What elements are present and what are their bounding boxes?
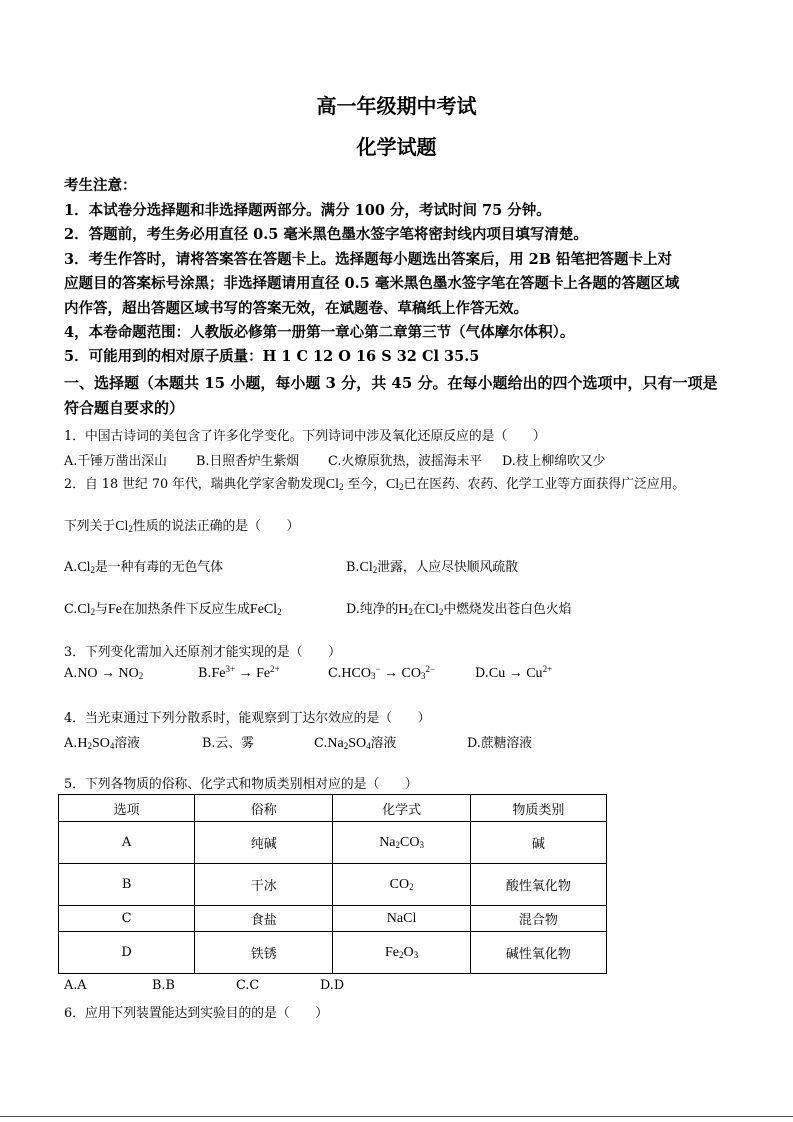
q2-option-c: $C.Cl_2$与Fe在加热条件下反应生成FeCl$_2$ [64, 602, 282, 617]
q1-option-a: A.千锤万凿出深山 [64, 454, 167, 469]
table-cell: C [59, 906, 195, 932]
q3-option-a: $A.NO \to NO_2$ [64, 666, 144, 681]
notice-item: 应题目的答案标号涂黑；非选择题请用直径 0.5 毫米黑色墨水签字笔在答题卡上各题的答题区域 [64, 275, 680, 292]
notice-item: 3．考生作答时，请将答案答在答题卡上。选择题每小题选出答案后，用 2B 铅笔把答题卡上对 [64, 251, 673, 268]
formula-h2: $H_2$ [398, 602, 413, 617]
page-subtitle: 化学试题 [356, 135, 437, 159]
notice-item: 4，本卷命题范围：人教版必修第一册第一章心第二章第三节（气体摩尔体积）。 [64, 324, 575, 341]
table-cell: A [59, 822, 195, 864]
q1-option-b: B.日照香炉生紫烟 [196, 454, 300, 469]
section-heading-cont: 符合题自要求的） [64, 399, 185, 417]
q4-option-d: D.蔗糖溶液 [467, 736, 533, 751]
table-row [59, 864, 607, 906]
q5-answer-c: C.C [236, 978, 260, 993]
page-bottom-divider [0, 1116, 793, 1117]
table-cell: 干冰 [195, 864, 333, 906]
q1-option-d: D.枝上柳绵吹又少 [502, 454, 606, 469]
q2-option-text: 泄露，人应尽快顺风疏散 [377, 560, 518, 575]
formula-na2co3: $Na_2CO_3$ [379, 834, 424, 850]
q2-stem-part: 已在医药、农药、化学工业等方面获得广泛应用。 [403, 477, 686, 492]
formula-h2so4: $H_2SO_4$ [77, 736, 115, 751]
notice-item: 1．本试卷分选择题和非选择题两部分。满分 100 分，考试时间 75 分钟。 [64, 202, 551, 219]
table-row [59, 906, 607, 932]
formula-cl2: $Cl_2$ [115, 519, 133, 534]
table-header-cell: 化学式 [333, 795, 470, 822]
table-cell: 酸性氧化物 [470, 864, 606, 906]
q2-substem [64, 515, 299, 535]
q4-option-text: 溶液 [114, 736, 140, 751]
q2-stem-part: 2．自 18 世纪 70 年代，瑞典化学家舍勒发现 [64, 477, 326, 492]
formula-fe2o3: $Fe_2O_3$ [385, 944, 419, 960]
q2-option-text: 中燃烧发出苍白色火焰 [443, 602, 572, 617]
q4-option-b: B.云、雾 [202, 736, 254, 751]
formula-fecl2: FeCl$_2$ [249, 602, 282, 617]
q2-option-text: 在 [412, 602, 426, 617]
q4-stem: 4．当光束通过下列分散系时，能观察到丁达尔效应的是（ ） [64, 711, 431, 726]
q2-option-d [346, 598, 571, 618]
formula-na2so4: $Na_2SO_4$ [327, 736, 371, 751]
q1-stem: 1．中国古诗词的美包含了许多化学变化。下列诗词中涉及氧化还原反应的是（ ） [64, 429, 546, 444]
q2-substem-part: 下列关于 [64, 519, 116, 534]
notice-item: 内作答，超出答题区域书写的答案无效，在斌题卷、草稿纸上作答无效。 [64, 300, 528, 317]
q2-option-text: 是一种有毒的无色气体 [95, 560, 224, 575]
formula-nacl: NaCl [386, 910, 417, 926]
table-cell: D [59, 932, 195, 974]
table-cell: 混合物 [470, 906, 606, 932]
table-row [59, 822, 607, 864]
q5-stem: 5．下列各物质的俗称、化学式和物质类别相对应的是（ ） [64, 777, 418, 792]
q3-option-c: $C.HCO_3^- \to CO_3^{2-}$ [328, 664, 436, 681]
formula-cl2: $Cl_2$ [359, 560, 378, 575]
q2-option-text: D.纯净的 [346, 602, 399, 617]
q2-option-text: 与 [95, 602, 108, 617]
notice-item: 5．可能用到的相对原子质量：H 1 C 12 O 16 S 32 Cl 35.5 [64, 348, 480, 365]
q5-table [58, 794, 607, 974]
section-heading: 一、选择题（本题共 15 小题，每小题 3 分，共 45 分。在每小题给出的四个选项中，只有一项是 [64, 374, 718, 392]
formula-co2: $CO_2$ [389, 876, 414, 892]
q4-option-c: $C.Na_2SO_4$溶液 [314, 736, 397, 751]
formula-hco3-to-co3: $HCO_3^- \to CO_3^{2-}$ [341, 664, 436, 681]
table-cell [333, 864, 470, 906]
q2-option-text: 在加热条件下反应生成 [121, 602, 250, 617]
table-cell: B [59, 864, 195, 906]
q5-answer-a: A.A [64, 978, 87, 993]
q3-stem: 3．下列变化需加入还原剂才能实现的是（ ） [64, 645, 341, 660]
formula-fe: Fe [107, 602, 122, 617]
table-cell: 铁锈 [195, 932, 333, 974]
table-header-cell: 俗称 [195, 795, 333, 822]
table-header-row [59, 795, 607, 822]
table-row [59, 932, 607, 974]
formula-cu-to-cu2: $Cu \to Cu^{2+}$ [488, 664, 553, 681]
formula-cl2: $Cl_2$ [425, 602, 444, 617]
q5-answer-d: D.D [320, 978, 345, 993]
notice-item: 2．答题前，考生务必用直径 0.5 毫米黑色墨水签字笔将密封线内项目填写清楚。 [64, 226, 588, 243]
q3-option-b: $B.Fe^{3+} \to Fe^{2+}$ [198, 664, 280, 681]
table-cell: 碱性氧化物 [470, 932, 606, 974]
table-cell [333, 932, 470, 974]
notice-heading: 考生注意： [64, 177, 137, 194]
q2-stem [64, 473, 685, 493]
formula-no-to-no2: NO → $NO_2$ [77, 666, 144, 681]
q6-stem: 6．应用下列装置能达到实验目的的是（ ） [64, 1006, 329, 1021]
formula-cl2: $Cl_2$ [385, 477, 404, 492]
table-cell [333, 822, 470, 864]
q2-stem-part: 至今， [347, 477, 386, 492]
q2-substem-part: 性质的说法正确的是（ ） [132, 519, 300, 534]
q2-option-b: $B.Cl_2$泄露，人应尽快顺风疏散 [346, 560, 518, 575]
table-cell: 食盐 [195, 906, 333, 932]
table-header-cell: 物质类别 [470, 795, 606, 822]
table-cell [333, 906, 470, 932]
q2-option-a: $A.Cl_2$是一种有毒的无色气体 [64, 560, 224, 575]
table-header-cell: 选项 [59, 795, 195, 822]
q5-answer-b: B.B [152, 978, 175, 993]
formula-fe3-to-fe2: $Fe^{3+} \to Fe^{2+}$ [211, 664, 280, 681]
q3-option-d: $D.Cu \to Cu^{2+}$ [475, 664, 553, 681]
formula-cl2: $Cl_2$ [77, 560, 96, 575]
q4-option-a: $A.H_2SO_4$溶液 [64, 736, 140, 751]
q4-option-text: 溶液 [370, 736, 397, 751]
q1-option-c: C.火燎原犹热，波摇海未平 [328, 454, 483, 469]
table-cell: 碱 [470, 822, 606, 864]
formula-cl2: $Cl_2$ [77, 602, 96, 617]
page-title: 高一年级期中考试 [316, 94, 477, 118]
table-cell: 纯碱 [195, 822, 333, 864]
formula-cl2: $Cl_2$ [325, 477, 344, 492]
